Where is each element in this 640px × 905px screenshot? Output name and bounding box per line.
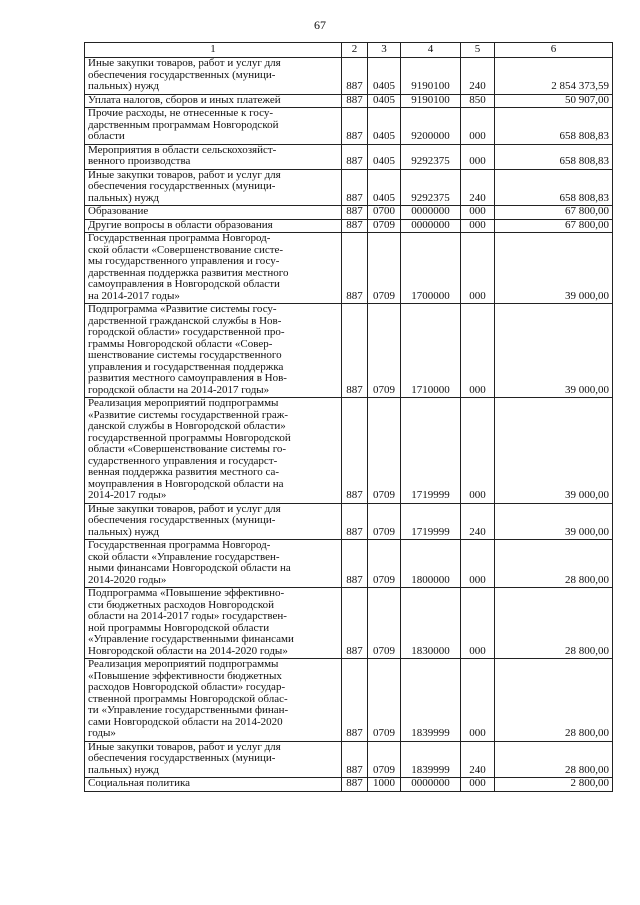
- table-row: [85, 58, 613, 95]
- row-admin-code: 887: [342, 398, 368, 504]
- row-amount: 2 854 373,59: [495, 58, 613, 95]
- row-section-code: 0709: [368, 588, 401, 659]
- row-section-code: 0405: [368, 169, 401, 206]
- row-amount: 28 800,00: [495, 659, 613, 742]
- row-admin-code: 887: [342, 540, 368, 588]
- row-admin-code: 887: [342, 503, 368, 540]
- row-admin-code: 887: [342, 233, 368, 304]
- table-row: [85, 304, 613, 398]
- row-target-code: 9200000: [401, 108, 461, 145]
- table-row: [85, 169, 613, 206]
- row-amount: 50 907,00: [495, 94, 613, 108]
- header-col-4: 4: [401, 43, 461, 58]
- row-target-code: 1710000: [401, 304, 461, 398]
- row-target-code: 1700000: [401, 233, 461, 304]
- row-target-code: 9190100: [401, 94, 461, 108]
- table-row: [85, 778, 613, 792]
- row-expense-type: 000: [461, 304, 495, 398]
- table-body: [85, 58, 613, 792]
- table-row: [85, 588, 613, 659]
- row-expense-type: 000: [461, 108, 495, 145]
- row-target-code: 0000000: [401, 778, 461, 792]
- row-section-code: 0709: [368, 233, 401, 304]
- table-row: [85, 741, 613, 778]
- row-target-code: 1719999: [401, 398, 461, 504]
- row-amount: 67 800,00: [495, 206, 613, 220]
- row-amount: 658 808,83: [495, 108, 613, 145]
- row-section-code: 0709: [368, 398, 401, 504]
- row-amount: 2 800,00: [495, 778, 613, 792]
- row-section-code: 0405: [368, 144, 401, 169]
- row-target-code: 1830000: [401, 588, 461, 659]
- row-description: Мероприятия в области сельскохозяйст- венного производства: [85, 144, 342, 169]
- row-expense-type: 240: [461, 58, 495, 95]
- row-admin-code: 887: [342, 588, 368, 659]
- table-row: [85, 144, 613, 169]
- row-admin-code: 887: [342, 94, 368, 108]
- row-target-code: 1839999: [401, 741, 461, 778]
- row-description: Социальная политика: [85, 778, 342, 792]
- table-row: [85, 108, 613, 145]
- row-admin-code: 887: [342, 144, 368, 169]
- row-admin-code: 887: [342, 778, 368, 792]
- row-section-code: 0709: [368, 659, 401, 742]
- header-col-3: 3: [368, 43, 401, 58]
- row-amount: 28 800,00: [495, 540, 613, 588]
- row-target-code: 0000000: [401, 219, 461, 233]
- row-expense-type: 000: [461, 144, 495, 169]
- table-row: [85, 233, 613, 304]
- table-row: [85, 398, 613, 504]
- row-amount: 28 800,00: [495, 588, 613, 659]
- row-expense-type: 000: [461, 540, 495, 588]
- budget-table: [84, 42, 613, 792]
- row-admin-code: 887: [342, 741, 368, 778]
- row-amount: 658 808,83: [495, 144, 613, 169]
- row-section-code: 0700: [368, 206, 401, 220]
- row-section-code: 0709: [368, 503, 401, 540]
- row-description: Иные закупки товаров, работ и услуг для обеспечения государственных (муници- пальных) нужд: [85, 741, 342, 778]
- row-section-code: 0405: [368, 58, 401, 95]
- row-target-code: 9292375: [401, 144, 461, 169]
- row-amount: 39 000,00: [495, 398, 613, 504]
- row-section-code: 0709: [368, 219, 401, 233]
- row-description: Прочие расходы, не отнесенные к госу- дарственным программам Новгородской области: [85, 108, 342, 145]
- row-description: Реализация мероприятий подпрограммы «Развитие системы государственной граж- данской службы в Новгородской области» государственной программы Новгородской области «Совершенствование системы го- сударственного управления и государст- венная поддержка развития местного са- моуправления в Новгородской области на 2014-2017 годы»: [85, 398, 342, 504]
- row-expense-type: 000: [461, 219, 495, 233]
- table-row: [85, 94, 613, 108]
- row-amount: 67 800,00: [495, 219, 613, 233]
- row-admin-code: 887: [342, 169, 368, 206]
- row-description: Иные закупки товаров, работ и услуг для обеспечения государственных (муници- пальных) нужд: [85, 169, 342, 206]
- row-target-code: 1800000: [401, 540, 461, 588]
- row-section-code: 0405: [368, 108, 401, 145]
- row-description: Другие вопросы в области образования: [85, 219, 342, 233]
- table-row: [85, 503, 613, 540]
- row-description: Подпрограмма «Развитие системы госу- дарственной гражданской службы в Нов- городской области» государственной про- граммы Новгородской области «Совер- шенствование системы государственного управления и государственная поддержка развития местного самоуправления в Нов- городской области на 2014-2017 годы»: [85, 304, 342, 398]
- row-expense-type: 850: [461, 94, 495, 108]
- row-amount: 658 808,83: [495, 169, 613, 206]
- row-amount: 39 000,00: [495, 503, 613, 540]
- row-expense-type: 000: [461, 233, 495, 304]
- row-section-code: 0709: [368, 540, 401, 588]
- row-description: Иные закупки товаров, работ и услуг для обеспечения государственных (муници- пальных) нужд: [85, 503, 342, 540]
- row-admin-code: 887: [342, 206, 368, 220]
- header-col-5: 5: [461, 43, 495, 58]
- row-amount: 39 000,00: [495, 233, 613, 304]
- row-expense-type: 000: [461, 206, 495, 220]
- row-admin-code: 887: [342, 659, 368, 742]
- page-number: 67: [314, 18, 326, 32]
- row-section-code: 0709: [368, 741, 401, 778]
- row-target-code: 9190100: [401, 58, 461, 95]
- row-expense-type: 000: [461, 659, 495, 742]
- header-col-6: 6: [495, 43, 613, 58]
- row-description: Образование: [85, 206, 342, 220]
- row-target-code: 1719999: [401, 503, 461, 540]
- row-description: Реализация мероприятий подпрограммы «Повышение эффективности бюджетных расходов Новгородской области» государ- ственной программы Новгородской облас- ти «Управление государственными финан- сами Новгородской области на 2014-2020 годы»: [85, 659, 342, 742]
- row-description: Государственная программа Новгород- ской области «Управление государствен- ными финансами Новгородской области на 2014-2020 годы»: [85, 540, 342, 588]
- header-col-2: 2: [342, 43, 368, 58]
- row-description: Подпрограмма «Повышение эффективно- сти бюджетных расходов Новгородской области на 2014-2017 годы» государствен- ной программы Новгородской области «Управление государственными финансами Новгородской области на 2014-2020 годы»: [85, 588, 342, 659]
- row-target-code: 0000000: [401, 206, 461, 220]
- row-admin-code: 887: [342, 58, 368, 95]
- table-row: [85, 206, 613, 220]
- row-description: Государственная программа Новгород- ской области «Совершенствование систе- мы государственного управления и госу- дарственная поддержка развития местного самоуправления в Новгородской области на 2014-2017 годы»: [85, 233, 342, 304]
- row-target-code: 9292375: [401, 169, 461, 206]
- row-expense-type: 000: [461, 398, 495, 504]
- row-expense-type: 240: [461, 503, 495, 540]
- table-header: [85, 43, 613, 58]
- row-admin-code: 887: [342, 304, 368, 398]
- row-section-code: 0709: [368, 304, 401, 398]
- row-amount: 39 000,00: [495, 304, 613, 398]
- row-admin-code: 887: [342, 219, 368, 233]
- header-col-1: 1: [85, 43, 342, 58]
- row-amount: 28 800,00: [495, 741, 613, 778]
- row-admin-code: 887: [342, 108, 368, 145]
- row-section-code: 0405: [368, 94, 401, 108]
- row-expense-type: 240: [461, 741, 495, 778]
- row-expense-type: 240: [461, 169, 495, 206]
- table-row: [85, 659, 613, 742]
- row-expense-type: 000: [461, 778, 495, 792]
- row-description: Уплата налогов, сборов и иных платежей: [85, 94, 342, 108]
- table-row: [85, 540, 613, 588]
- row-description: Иные закупки товаров, работ и услуг для обеспечения государственных (муници- пальных) нужд: [85, 58, 342, 95]
- header-row: [85, 43, 613, 58]
- row-section-code: 1000: [368, 778, 401, 792]
- table-row: [85, 219, 613, 233]
- row-expense-type: 000: [461, 588, 495, 659]
- row-target-code: 1839999: [401, 659, 461, 742]
